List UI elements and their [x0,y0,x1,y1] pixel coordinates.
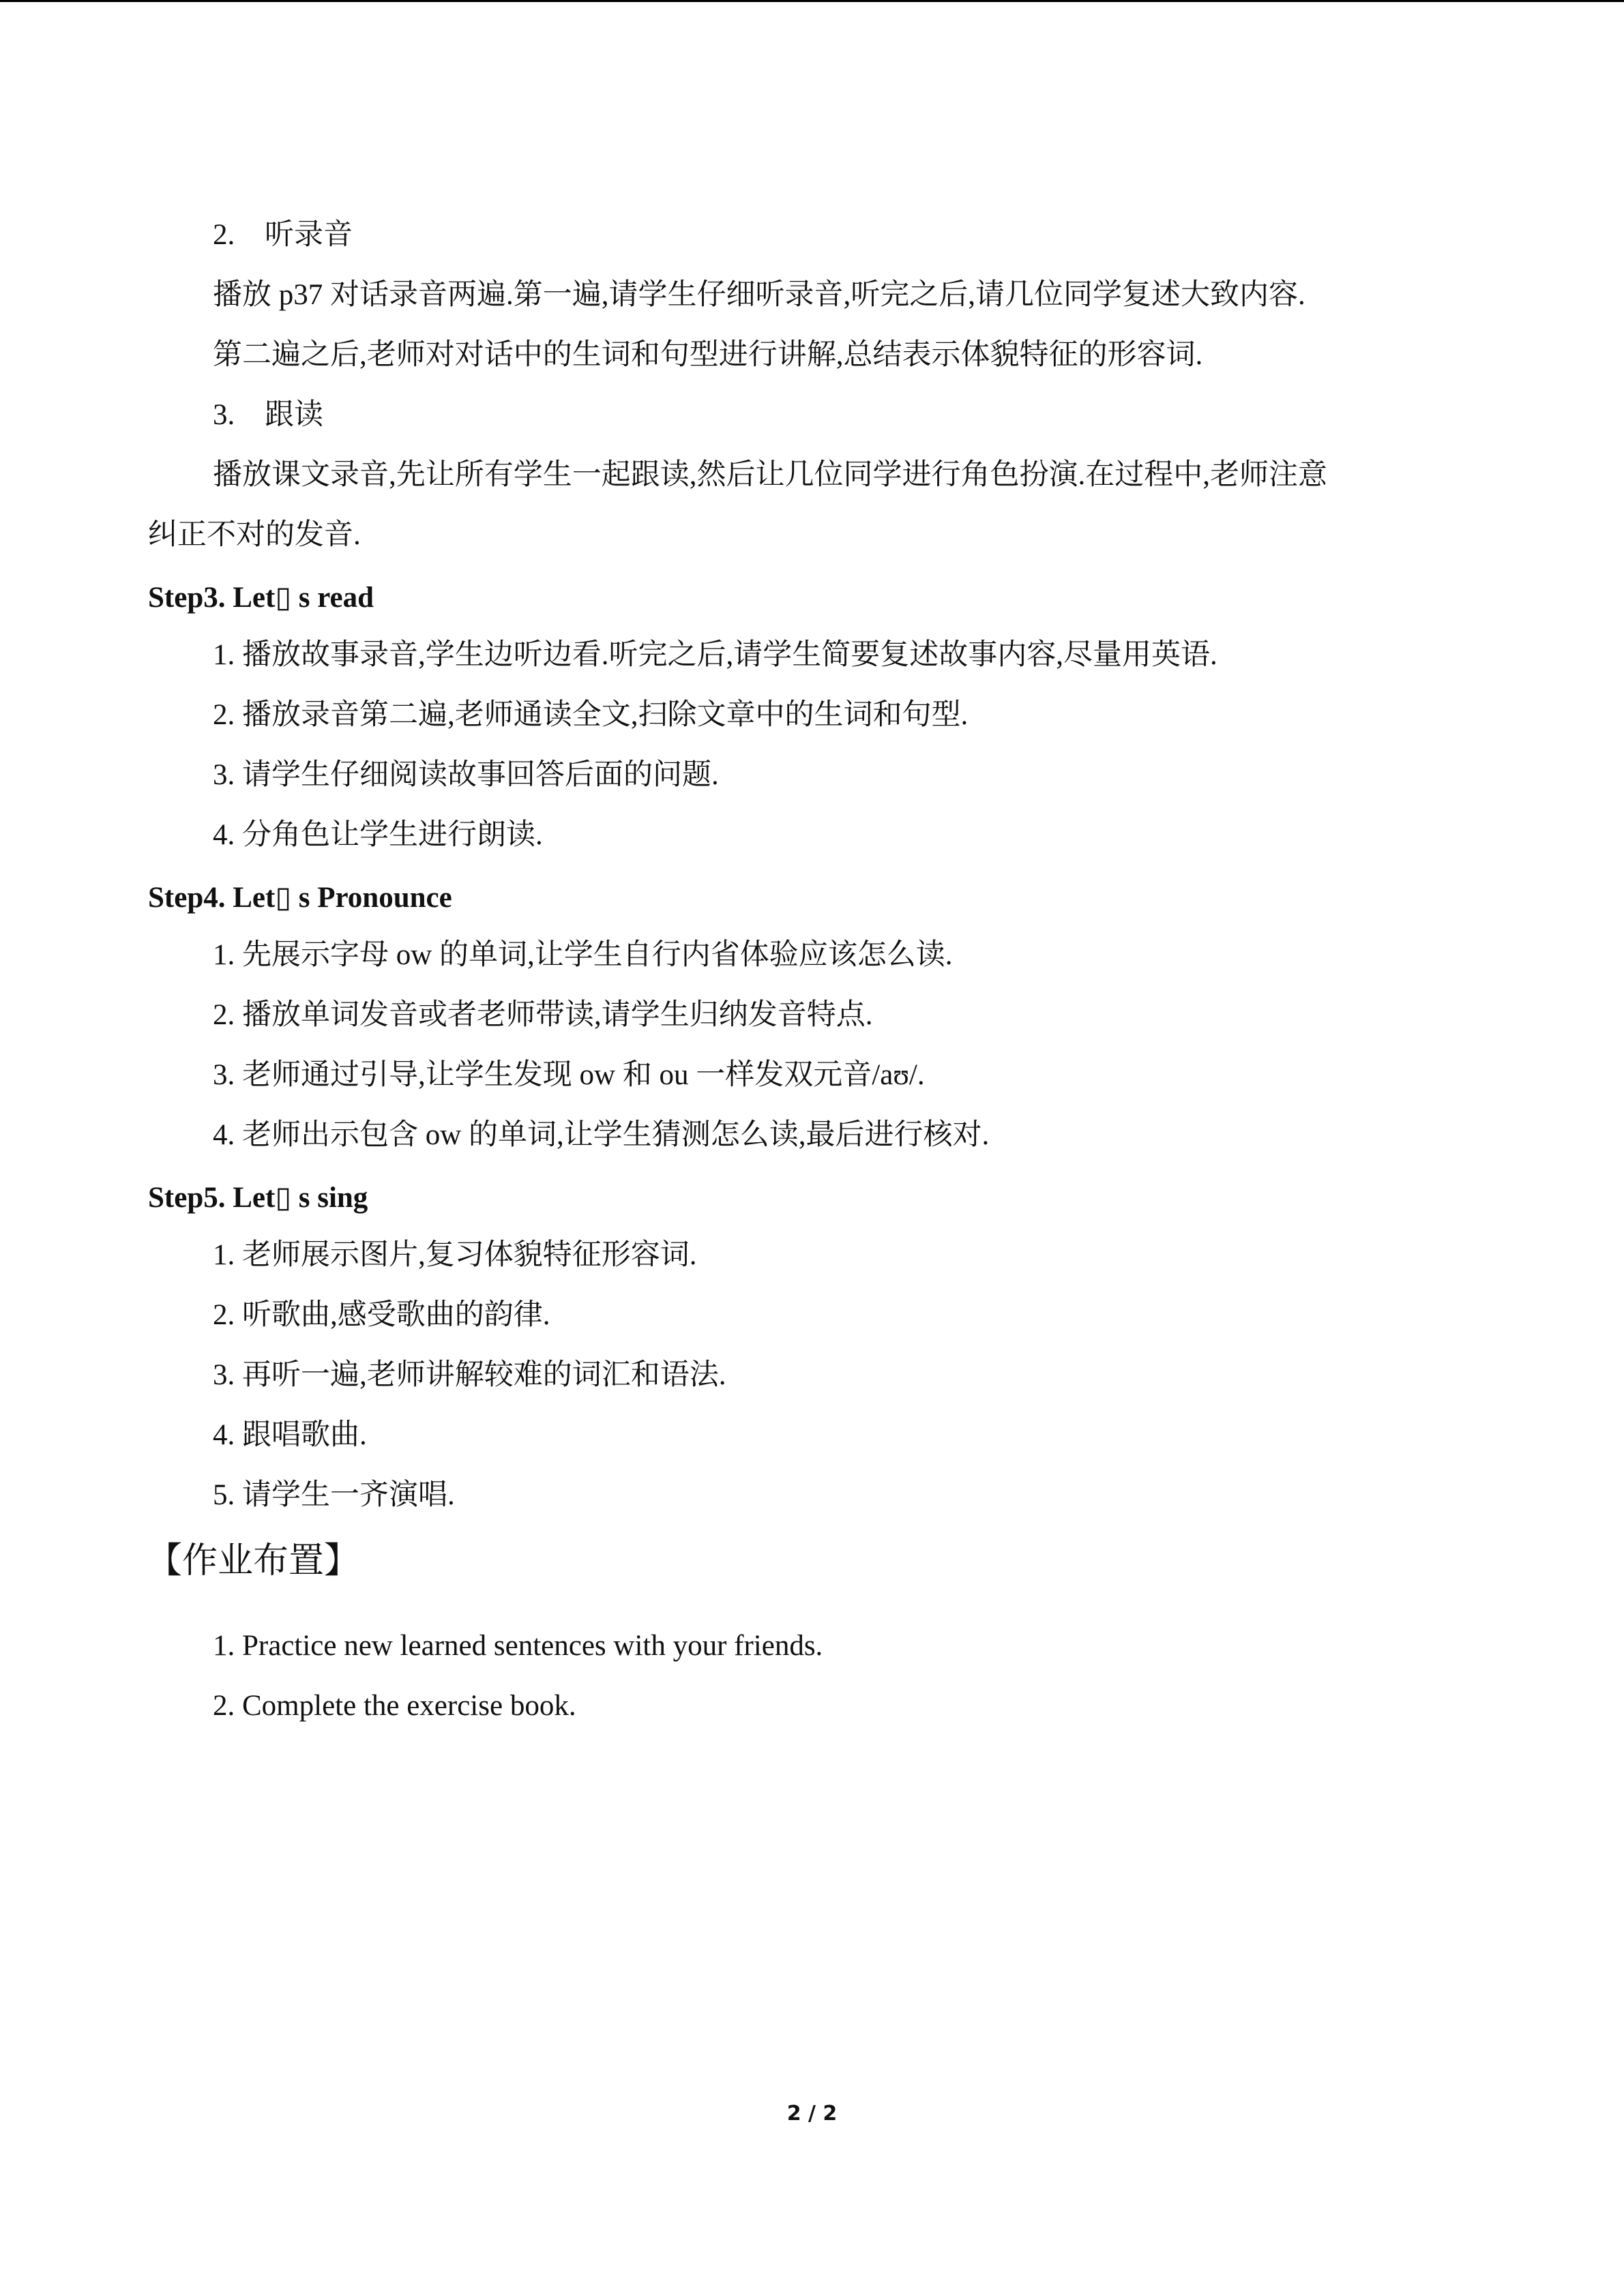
list-item: 4. 分角色让学生进行朗读. [213,819,543,851]
homework-title: 【作业布置】 [147,1540,360,1581]
list-item: 1. 先展示字母 ow 的单词,让学生自行内省体验应该怎么读. [213,939,953,971]
list-item-listen [213,215,353,256]
list-item: 3. 老师通过引导,让学生发现 ow 和 ou 一样发双元音/aʊ/. [213,1059,925,1091]
homework-item: 2. Complete the exercise book. [213,1690,576,1722]
page-number: 2 / 2 [786,2102,838,2126]
list-item: 5. 请学生一齐演唱. [213,1479,455,1511]
list-item: 3. 再听一遍,老师讲解较难的词汇和语法. [213,1359,726,1391]
list-item: 1. 播放故事录音,学生边听边看.听完之后,请学生简要复述故事内容,尽量用英语. [213,639,1217,671]
homework-item: 1. Practice new learned sentences with your friends. [213,1630,823,1662]
step4-heading: Step4. Let▯ s Pronounce [148,882,452,914]
item-label: 听录音 [265,219,353,251]
top-border [0,0,1624,2]
list-item: 2. 听歌曲,感受歌曲的韵律. [213,1299,550,1331]
step5-heading: Step5. Let▯ s sing [148,1182,368,1214]
list-item-follow-read [213,395,323,436]
list-item: 2. 播放单词发音或者老师带读,请学生归纳发音特点. [213,999,873,1031]
paragraph-line: 第二遍之后,老师对对话中的生词和句型进行讲解,总结表示体貌特征的形容词. [213,339,1203,371]
step3-heading: Step3. Let▯ s read [148,582,374,614]
list-item: 1. 老师展示图片,复习体貌特征形容词. [213,1239,697,1271]
list-item: 3. 请学生仔细阅读故事回答后面的问题. [213,759,719,791]
list-item: 2. 播放录音第二遍,老师通读全文,扫除文章中的生词和句型. [213,699,969,731]
item-label: 跟读 [265,399,323,431]
paragraph-line: 播放课文录音,先让所有学生一起跟读,然后让几位同学进行角色扮演.在过程中,老师注意 [213,459,1327,491]
item-number: 2. [213,219,235,251]
list-item: 4. 老师出示包含 ow 的单词,让学生猜测怎么读,最后进行核对. [213,1119,990,1151]
paragraph-line: 播放 p37 对话录音两遍.第一遍,请学生仔细听录音,听完之后,请几位同学复述大致内容. [213,279,1305,311]
paragraph-line: 纠正不对的发音. [148,519,361,551]
list-item: 4. 跟唱歌曲. [213,1419,367,1451]
item-number: 3. [213,399,235,431]
